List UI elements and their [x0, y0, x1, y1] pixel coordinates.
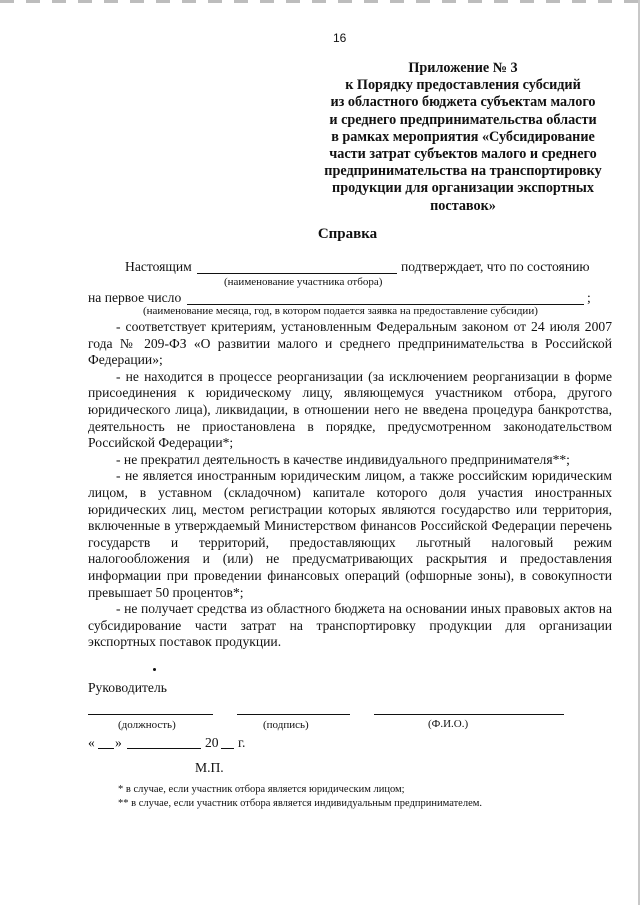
name-caption: (Ф.И.О.)	[428, 718, 469, 730]
appendix-line: в рамках мероприятия «Субсидирование	[331, 128, 595, 145]
year-suffix: г.	[238, 735, 246, 750]
signature-field[interactable]	[237, 714, 350, 715]
month-caption: (наименование месяца, год, в котором подается заявка на предоставление субсидии)	[143, 305, 538, 317]
day-field[interactable]	[98, 748, 114, 749]
confirms-text: подтверждает, что по состоянию	[401, 259, 590, 274]
position-caption: (должность)	[118, 719, 176, 731]
colon-text: ;	[587, 290, 591, 305]
footnote: * в случае, если участник отбора является юридическим лицом;	[118, 784, 405, 795]
date-open-quote: «	[88, 735, 95, 750]
appendix-line: к Порядку предоставления субсидий	[345, 77, 581, 94]
signature-caption: (подпись)	[263, 719, 309, 731]
clause: - не находится в процессе реорганизации (за исключением реорганизации в форме присоединения к юридическому лицу, являющемуся участником отбора, другого юридического лица), ликвидации, в отношении него не введена процедура банкротства, деятельность не приостановлена в порядке, предусмотренном законодательством Российской Федерации*;	[88, 368, 612, 451]
participant-caption: (наименование участника отбора)	[224, 276, 383, 288]
clause: - соответствует критериям, установленным Федеральным законом от 24 июля 2007 года № 209-ФЗ «О развитии малого и среднего предпринимательства в Российской Федерации»;	[88, 319, 612, 368]
appendix-line: поставок»	[430, 197, 496, 214]
page-number: 16	[333, 31, 347, 45]
clause: - не прекратил деятельность в качестве индивидуального предпринимателя**;	[116, 451, 570, 467]
participant-name-field[interactable]	[197, 273, 397, 274]
scan-edge-top	[0, 0, 640, 3]
date-close-quote: »	[115, 735, 122, 750]
appendix-header	[318, 60, 608, 215]
clause: - не получает средства из областного бюджета на основании иных правовых актов на субсидирование части затрат на транспортировку продукции для организации экспортных поставок продукции.	[88, 601, 612, 650]
month-field[interactable]	[127, 748, 201, 749]
stray-dot	[153, 668, 156, 671]
first-day-text: на первое число	[88, 290, 182, 305]
appendix-line: Приложение № 3	[408, 60, 518, 76]
position-field[interactable]	[88, 714, 213, 715]
year-field[interactable]	[221, 748, 234, 749]
name-field[interactable]	[374, 714, 564, 715]
year-prefix: 20	[205, 735, 219, 750]
hereby-text: Настоящим	[125, 259, 192, 274]
clauses-body	[88, 319, 612, 651]
appendix-line: из областного бюджета субъектам малого	[330, 94, 596, 111]
document-title: Справка	[317, 226, 378, 242]
clause: - не является иностранным юридическим лицом, а также российским юридическим лицом, в уставном (складочном) капитале которого доля участия иностранных юридических лиц, местом регистрации которых являются государство или территория, включенные в утверждаемый Министерством финансов Российской Федерации перечень государств и территорий, предоставляющих льготный налоговый режим налогообложения и (или) не предусматривающих раскрытия и предоставления информации при проведении финансовых операций (офшорные зоны), в совокупности превышает 50 процентов*;	[88, 468, 612, 600]
head-label: Руководитель	[88, 680, 167, 695]
appendix-line: предпринимательства на транспортировку	[324, 163, 602, 180]
appendix-line: продукции для организации экспортных	[332, 180, 594, 197]
seal-place: М.П.	[195, 760, 224, 775]
footnote: ** в случае, если участник отбора является индивидуальным предпринимателем.	[118, 798, 483, 809]
appendix-line: части затрат субъектов малого и среднего	[329, 146, 597, 163]
appendix-line: и среднего предпринимательства области	[329, 111, 597, 128]
